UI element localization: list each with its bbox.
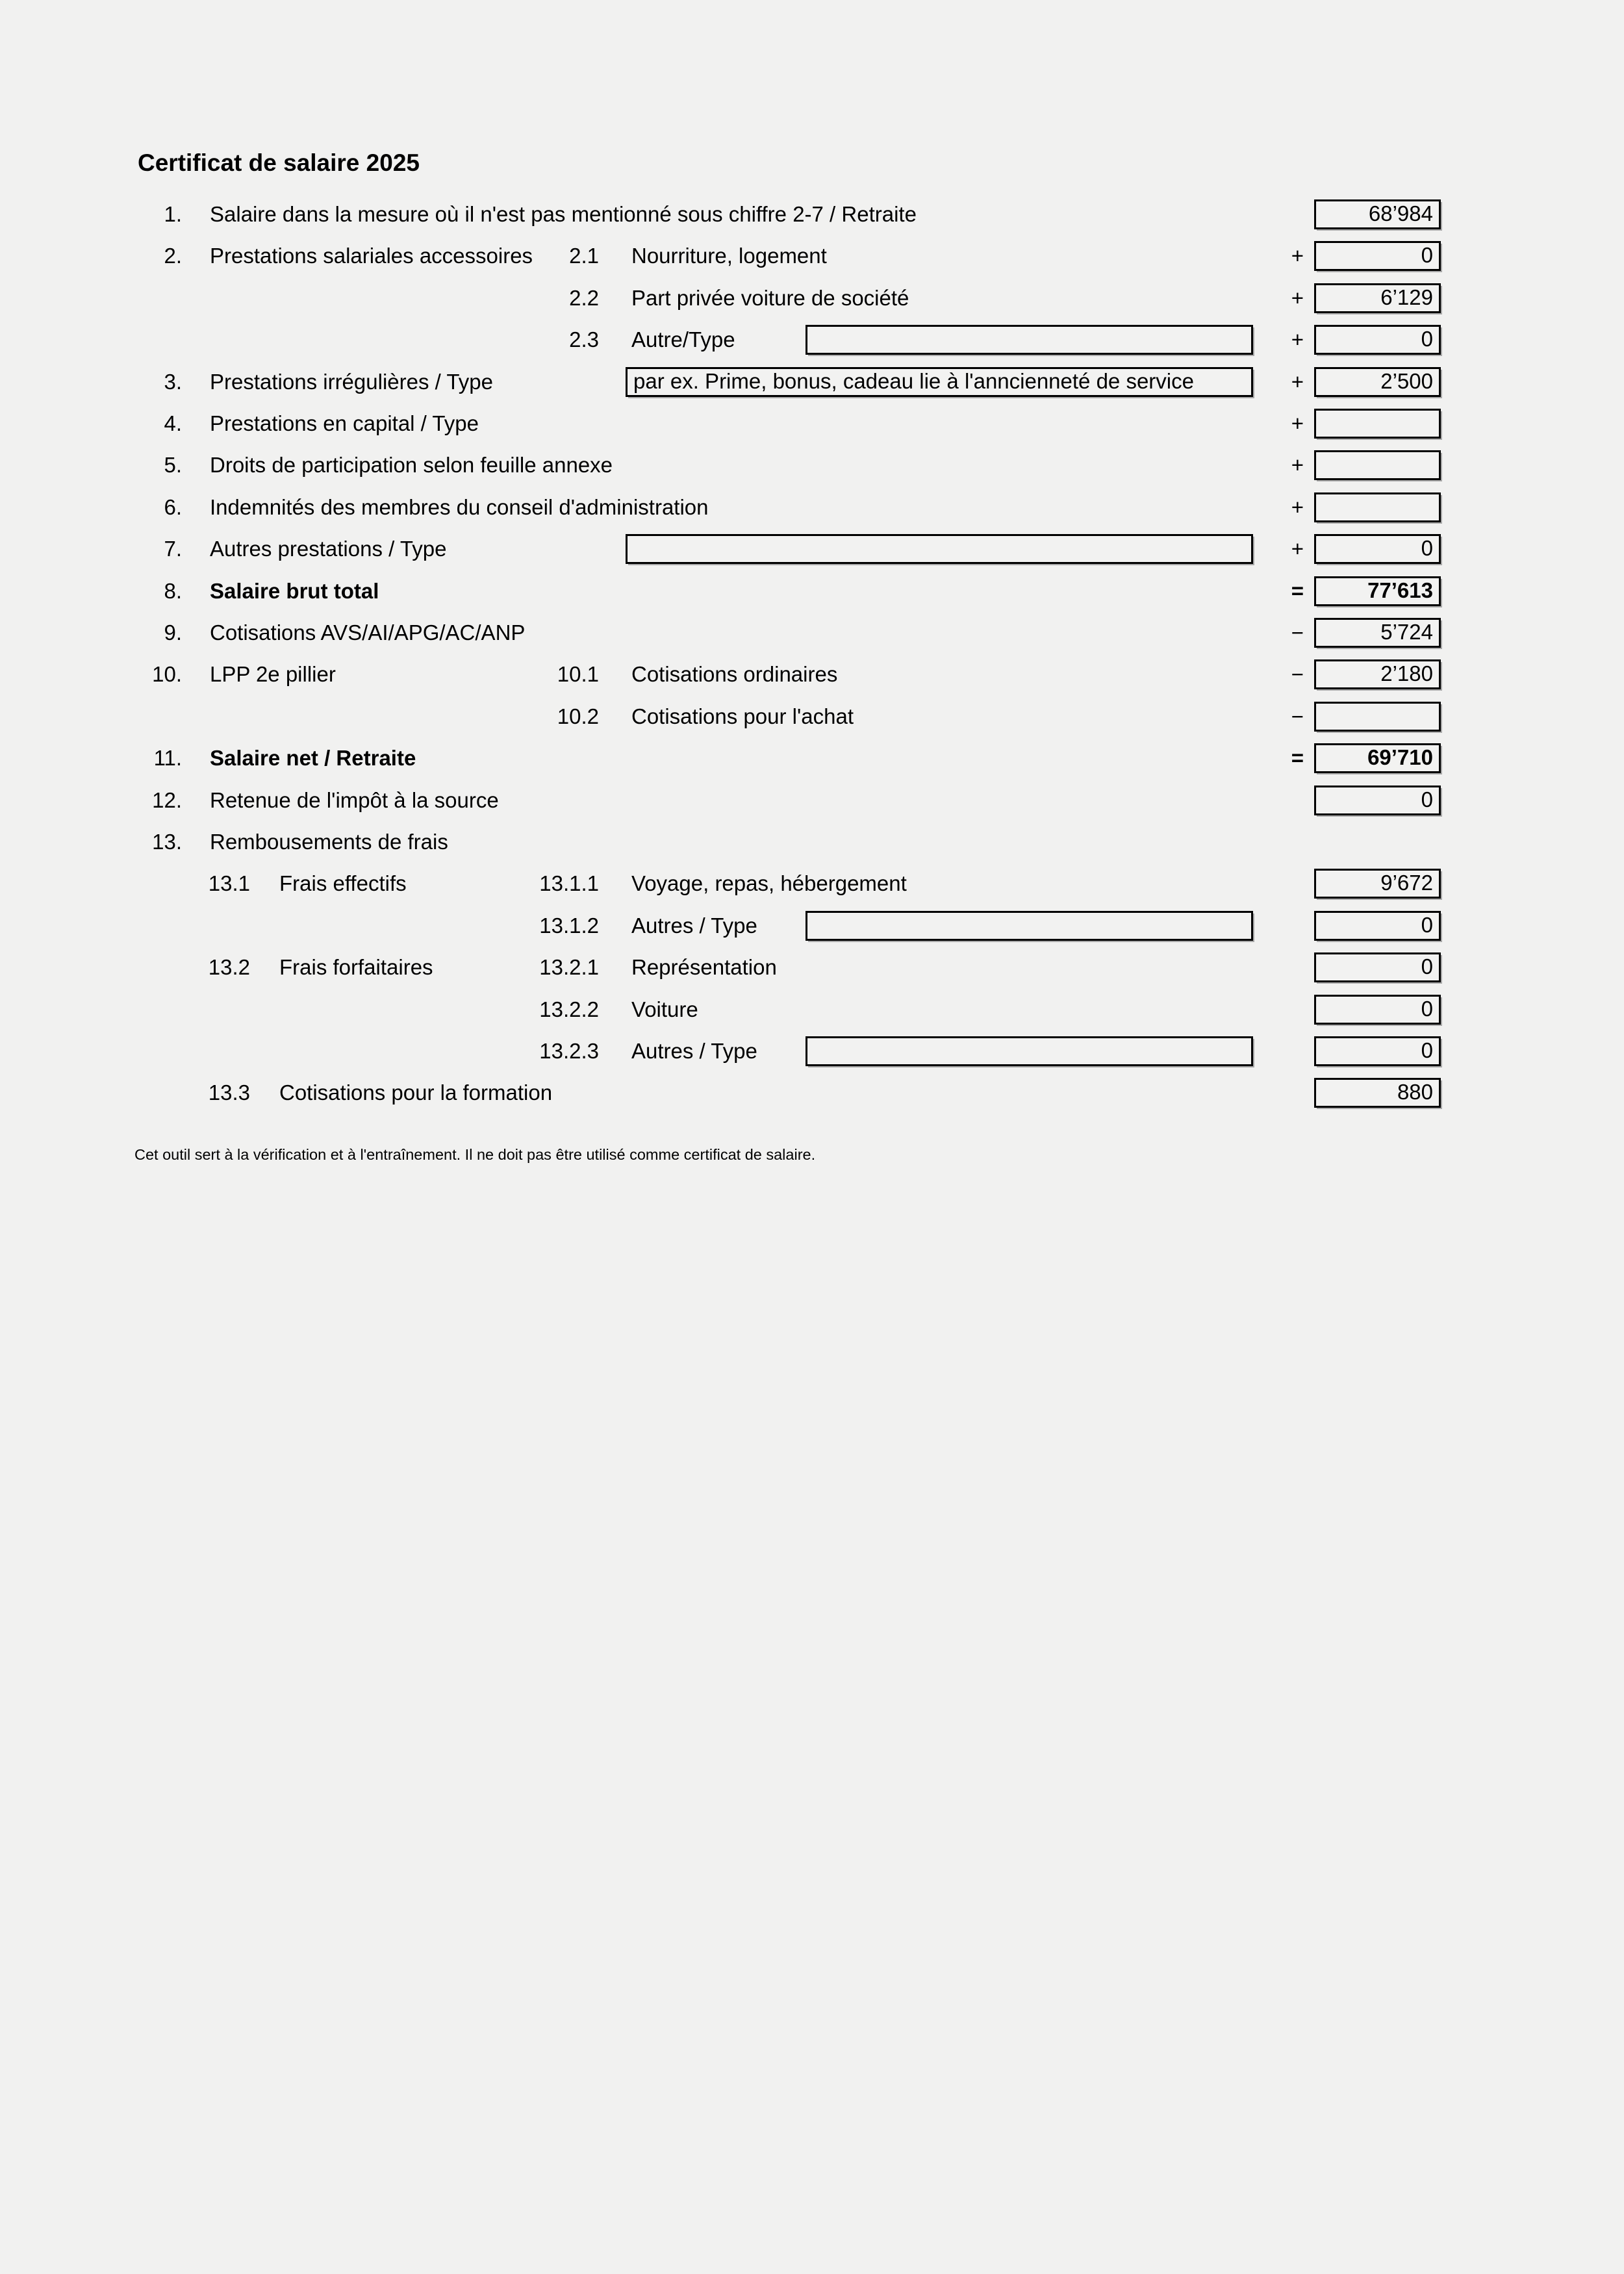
amount-field[interactable] bbox=[1314, 241, 1441, 271]
amount-value: 6’129 bbox=[1380, 285, 1433, 309]
amount-value: 0 bbox=[1421, 243, 1433, 268]
plus-sign: + bbox=[1291, 411, 1304, 435]
amount-field[interactable] bbox=[1314, 659, 1441, 689]
plus-sign: + bbox=[1291, 537, 1304, 561]
amount-field[interactable] bbox=[1314, 450, 1441, 480]
plus-sign: + bbox=[1291, 494, 1304, 519]
row-number: 1. bbox=[164, 202, 182, 226]
row-number: 13.2 bbox=[208, 955, 250, 980]
amount-field[interactable] bbox=[1314, 952, 1441, 982]
amount-value: 77’613 bbox=[1367, 578, 1433, 602]
row-label: Cotisations AVS/AI/APG/AC/ANP bbox=[210, 620, 526, 645]
plus-sign: + bbox=[1291, 285, 1304, 310]
row-number: 8. bbox=[164, 578, 182, 603]
amount-value: 0 bbox=[1421, 954, 1433, 979]
row-label: Prestations irrégulières / Type bbox=[210, 369, 493, 394]
row-label: Frais forfaitaires bbox=[279, 955, 433, 980]
row-label: Cotisations pour la formation bbox=[279, 1080, 553, 1105]
amount-field[interactable] bbox=[1314, 576, 1441, 606]
row-number: 4. bbox=[164, 411, 182, 435]
amount-field[interactable] bbox=[1314, 492, 1441, 522]
form-row bbox=[0, 199, 1624, 229]
plus-sign: + bbox=[1291, 453, 1304, 478]
form-row bbox=[0, 576, 1624, 606]
row-label: Indemnités des membres du conseil d'administration bbox=[210, 494, 709, 519]
amount-value: 880 bbox=[1397, 1080, 1433, 1105]
amount-field[interactable] bbox=[1314, 534, 1441, 564]
row-number: 10.1 bbox=[557, 662, 599, 687]
form-row bbox=[0, 869, 1624, 899]
amount-value: 0 bbox=[1421, 787, 1433, 811]
form-row bbox=[0, 702, 1624, 732]
amount-field[interactable] bbox=[1314, 786, 1441, 815]
minus-sign: − bbox=[1291, 662, 1304, 687]
row-label: Autres prestations / Type bbox=[210, 537, 447, 561]
row-label: Salaire net / Retraite bbox=[210, 746, 416, 771]
row-label: Salaire brut total bbox=[210, 578, 379, 603]
equals-sign: = bbox=[1291, 578, 1304, 603]
form-row bbox=[0, 283, 1624, 313]
type-field[interactable] bbox=[626, 367, 1253, 397]
row-number: 13.2.2 bbox=[539, 997, 599, 1021]
amount-field[interactable] bbox=[1314, 409, 1441, 439]
row-number: 13.1 bbox=[208, 871, 250, 896]
amount-field[interactable] bbox=[1314, 743, 1441, 773]
amount-value: 2’500 bbox=[1380, 368, 1433, 393]
row-label: Salaire dans la mesure où il n'est pas mentionné sous chiffre 2-7 / Retraite bbox=[210, 202, 917, 226]
amount-field[interactable] bbox=[1314, 1078, 1441, 1108]
row-label: Autre/Type bbox=[631, 327, 735, 352]
amount-field[interactable] bbox=[1314, 325, 1441, 355]
type-field-text: par ex. Prime, bonus, cadeau lie à l'anncienneté de service bbox=[633, 368, 1194, 393]
row-number: 13.3 bbox=[208, 1080, 250, 1105]
disclaimer-text: Cet outil sert à la vérification et à l'entraînement. Il ne doit pas être utilisé comme certificat de salaire. bbox=[134, 1146, 816, 1163]
type-field[interactable] bbox=[806, 325, 1253, 355]
amount-value: 9’672 bbox=[1380, 871, 1433, 895]
row-label: Part privée voiture de société bbox=[631, 285, 909, 310]
form-row bbox=[0, 743, 1624, 773]
form-row bbox=[0, 786, 1624, 815]
row-number: 2. bbox=[164, 244, 182, 268]
amount-field[interactable] bbox=[1314, 1036, 1441, 1066]
row-number: 13.1.2 bbox=[539, 913, 599, 938]
minus-sign: − bbox=[1291, 620, 1304, 645]
amount-field[interactable] bbox=[1314, 618, 1441, 648]
row-label: Cotisations ordinaires bbox=[631, 662, 838, 687]
form-row bbox=[0, 367, 1624, 397]
row-number: 2.1 bbox=[569, 244, 599, 268]
amount-value: 0 bbox=[1421, 912, 1433, 937]
row-label: Prestations en capital / Type bbox=[210, 411, 479, 435]
form-row bbox=[0, 618, 1624, 648]
plus-sign: + bbox=[1291, 244, 1304, 268]
form-row bbox=[0, 952, 1624, 982]
row-number: 10. bbox=[152, 662, 182, 687]
amount-value: 69’710 bbox=[1367, 745, 1433, 770]
amount-field[interactable] bbox=[1314, 869, 1441, 899]
row-number: 2.2 bbox=[569, 285, 599, 310]
amount-value: 2’180 bbox=[1380, 661, 1433, 686]
form-row bbox=[0, 241, 1624, 271]
row-label: Voiture bbox=[631, 997, 698, 1021]
amount-field[interactable] bbox=[1314, 911, 1441, 941]
amount-value: 0 bbox=[1421, 1038, 1433, 1062]
amount-value: 0 bbox=[1421, 327, 1433, 351]
form-row bbox=[0, 659, 1624, 689]
form-row bbox=[0, 450, 1624, 480]
row-number: 13.1.1 bbox=[539, 871, 599, 896]
row-label: Retenue de l'impôt à la source bbox=[210, 787, 499, 812]
row-label: Voyage, repas, hébergement bbox=[631, 871, 907, 896]
amount-field[interactable] bbox=[1314, 199, 1441, 229]
row-number: 5. bbox=[164, 453, 182, 478]
row-label: Représentation bbox=[631, 955, 777, 980]
row-number: 2.3 bbox=[569, 327, 599, 352]
row-label: Autres / Type bbox=[631, 1039, 757, 1063]
row-number: 3. bbox=[164, 369, 182, 394]
row-label: Cotisations pour l'achat bbox=[631, 704, 854, 728]
form-row bbox=[0, 1078, 1624, 1108]
row-number: 7. bbox=[164, 537, 182, 561]
page-title: Certificat de salaire 2025 bbox=[138, 149, 420, 176]
plus-sign: + bbox=[1291, 327, 1304, 352]
form-row bbox=[0, 534, 1624, 564]
row-number: 11. bbox=[153, 746, 182, 771]
form-row bbox=[0, 492, 1624, 522]
type-field[interactable] bbox=[626, 534, 1253, 564]
row-number: 10.2 bbox=[557, 704, 599, 728]
row-label: Prestations salariales accessoires bbox=[210, 244, 533, 268]
minus-sign: − bbox=[1291, 704, 1304, 728]
form-row bbox=[0, 827, 1624, 857]
row-number: 6. bbox=[164, 494, 182, 519]
type-field[interactable] bbox=[806, 1036, 1253, 1066]
row-number: 13.2.1 bbox=[539, 955, 599, 980]
amount-value: 0 bbox=[1421, 996, 1433, 1021]
amount-value: 68’984 bbox=[1368, 201, 1433, 225]
row-label: Nourriture, logement bbox=[631, 244, 827, 268]
row-label: Autres / Type bbox=[631, 913, 757, 938]
row-label: Frais effectifs bbox=[279, 871, 407, 896]
row-number: 13. bbox=[152, 830, 182, 854]
form-row bbox=[0, 325, 1624, 355]
form-row bbox=[0, 409, 1624, 439]
form-row bbox=[0, 1036, 1624, 1066]
row-number: 13.2.3 bbox=[539, 1039, 599, 1063]
equals-sign: = bbox=[1291, 746, 1304, 771]
amount-field[interactable] bbox=[1314, 283, 1441, 313]
row-label: Droits de participation selon feuille annexe bbox=[210, 453, 613, 478]
amount-value: 5’724 bbox=[1380, 620, 1433, 644]
row-number: 9. bbox=[164, 620, 182, 645]
amount-field[interactable] bbox=[1314, 702, 1441, 732]
plus-sign: + bbox=[1291, 369, 1304, 394]
row-number: 12. bbox=[152, 787, 182, 812]
amount-value: 0 bbox=[1421, 536, 1433, 561]
form-row bbox=[0, 911, 1624, 941]
form-row bbox=[0, 995, 1624, 1025]
amount-field[interactable] bbox=[1314, 995, 1441, 1025]
row-label: Rembousements de frais bbox=[210, 830, 448, 854]
amount-field[interactable] bbox=[1314, 367, 1441, 397]
row-label: LPP 2e pillier bbox=[210, 662, 336, 687]
type-field[interactable] bbox=[806, 911, 1253, 941]
